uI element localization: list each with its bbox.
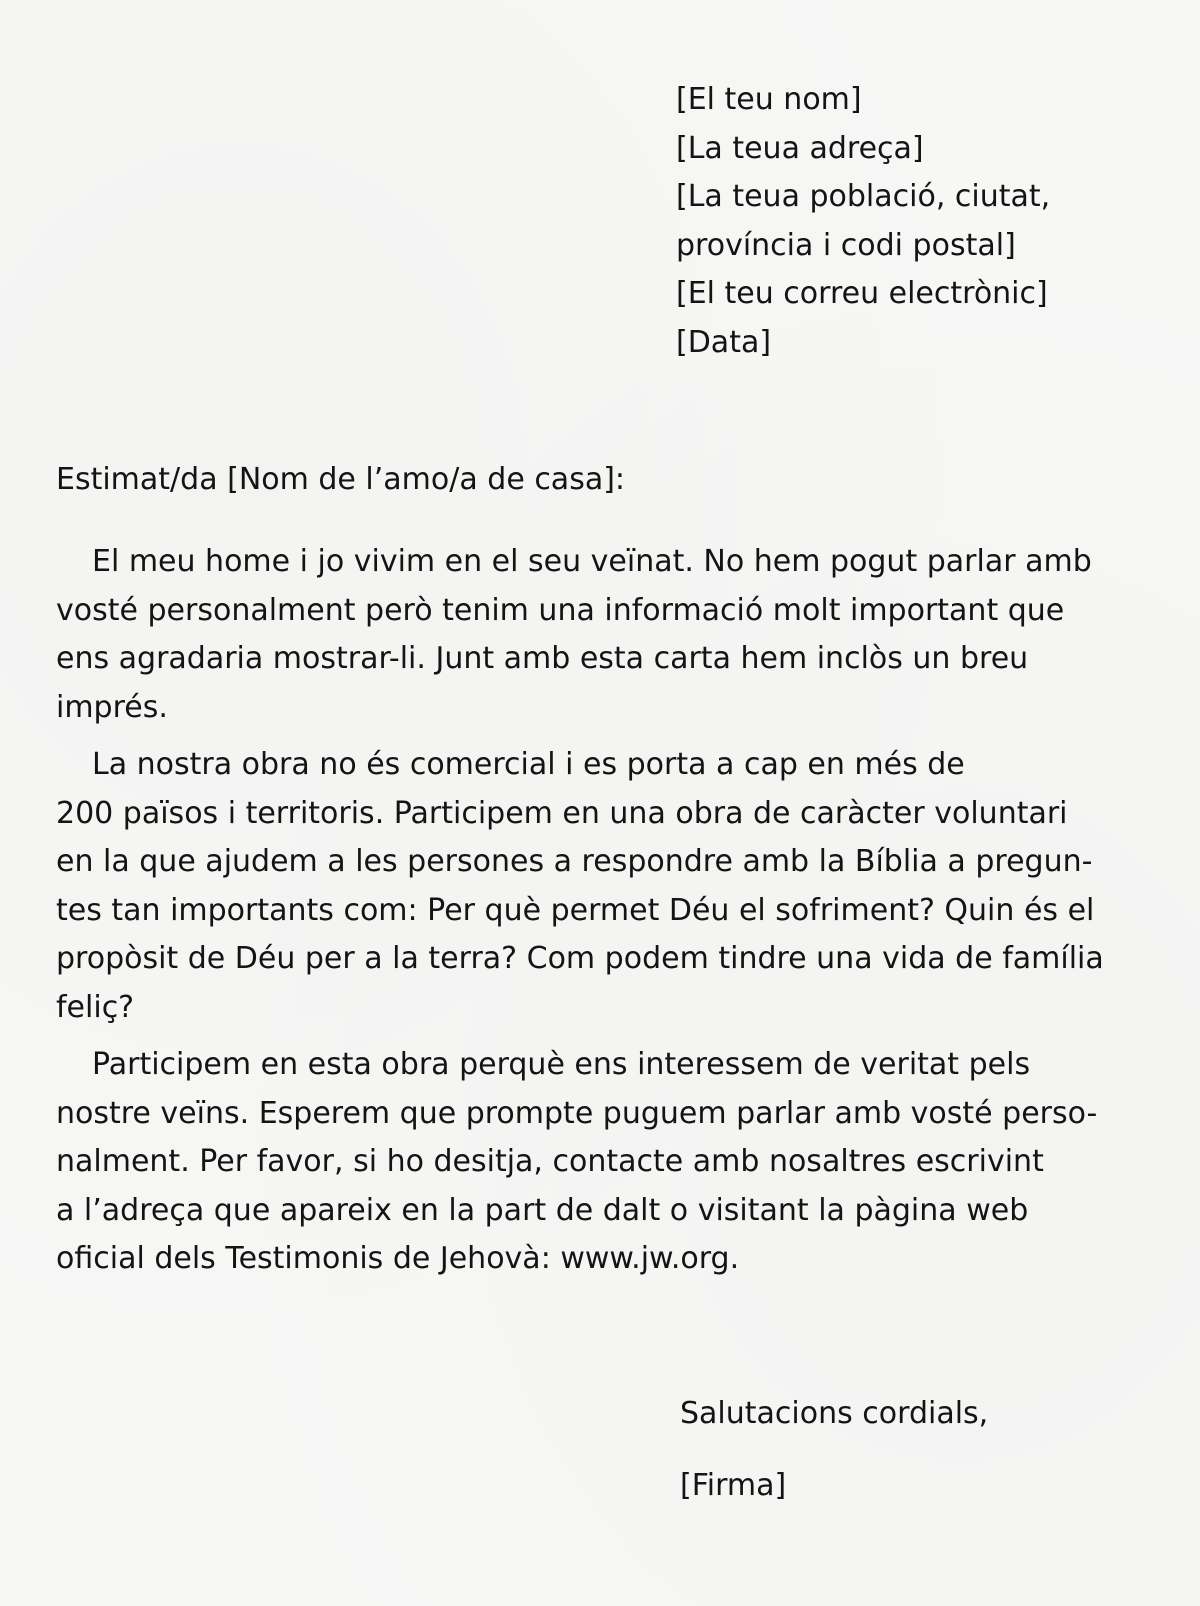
paragraph-line: feliç? (56, 989, 135, 1025)
sender-address: [La teua adreça] (676, 130, 924, 166)
letter-date: [Data] (676, 324, 772, 360)
letter-body (56, 538, 1146, 1293)
sender-block (676, 76, 1156, 367)
paragraph-line: 200 països i territoris. Participem en una obra de caràcter voluntari (56, 795, 1068, 831)
paragraph-line: vosté personalment però tenim una informació molt important que (56, 592, 1065, 628)
paragraph-line: tes tan importants com: Per què permet Déu el sofriment? Quin és el (56, 892, 1095, 928)
paragraph-line: a l’adreça que apareix en la part de dalt o visitant la pàgina web (56, 1192, 1029, 1228)
paragraph-line: nalment. Per favor, si ho desitja, contacte amb nosaltres escrivint (56, 1144, 1044, 1179)
paragraph-1 (56, 538, 1146, 732)
paragraph-line: en la que ajudem a les persones a respondre amb la Bíblia a pregun- (56, 844, 1093, 879)
paragraph-3 (56, 1041, 1146, 1284)
paragraph-line: oficial dels Testimonis de Jehovà: www.jw.org. (56, 1241, 740, 1276)
sender-email: [El teu correu electrònic] (676, 276, 1048, 311)
paragraph-line: ens agradaria mostrar-li. Junt amb esta carta hem inclòs un breu (56, 641, 1029, 676)
signature-placeholder: [Firma] (680, 1468, 787, 1503)
greeting: Estimat/da [Nom de l’amo/a de casa]: (56, 462, 626, 497)
paragraph-2 (56, 741, 1146, 1032)
paragraph-line: imprés. (56, 689, 168, 725)
paragraph-line: nostre veïns. Esperem que prompte puguem parlar amb vosté perso- (56, 1095, 1098, 1131)
paragraph-line: El meu home i jo vivim en el seu veïnat. No hem pogut parlar amb (92, 544, 1092, 579)
paragraph-line: propòsit de Déu per a la terra? Com podem tindre una vida de família (56, 941, 1104, 976)
sender-city-line-2: província i codi postal] (676, 227, 1016, 263)
closing: Salutacions cordials, (680, 1396, 989, 1431)
paragraph-line: La nostra obra no és comercial i es porta a cap en més de (92, 747, 965, 782)
paragraph-line: Participem en esta obra perquè ens interessem de veritat pels (92, 1047, 1031, 1082)
sender-city-line-1: [La teua població, ciutat, (676, 179, 1051, 214)
sender-name: [El teu nom] (676, 82, 862, 117)
